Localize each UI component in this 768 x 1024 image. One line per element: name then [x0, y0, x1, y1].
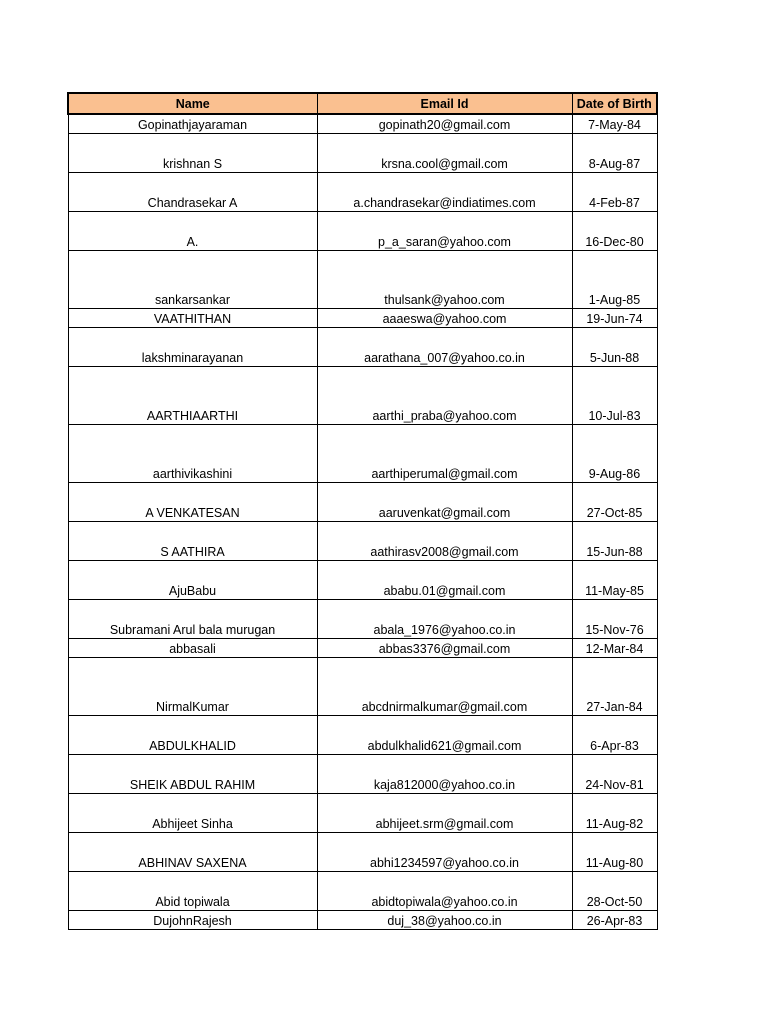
cell-name: Abhijeet Sinha — [68, 793, 317, 832]
cell-name: lakshminarayanan — [68, 327, 317, 366]
cell-name: VAATHITHAN — [68, 308, 317, 327]
cell-email: gopinath20@gmail.com — [317, 114, 572, 133]
contact-table — [67, 92, 658, 930]
cell-dob: 10-Jul-83 — [572, 366, 657, 424]
cell-email: abbas3376@gmail.com — [317, 638, 572, 657]
cell-dob: 26-Apr-83 — [572, 910, 657, 929]
cell-email: aarthiperumal@gmail.com — [317, 424, 572, 482]
cell-email: thulsank@yahoo.com — [317, 250, 572, 308]
cell-dob: 5-Jun-88 — [572, 327, 657, 366]
cell-email: abdulkhalid621@gmail.com — [317, 715, 572, 754]
table-row — [68, 715, 657, 754]
cell-dob: 6-Apr-83 — [572, 715, 657, 754]
cell-email: abcdnirmalkumar@gmail.com — [317, 657, 572, 715]
cell-name: DujohnRajesh — [68, 910, 317, 929]
table-row — [68, 482, 657, 521]
cell-email: duj_38@yahoo.co.in — [317, 910, 572, 929]
cell-name: NirmalKumar — [68, 657, 317, 715]
cell-dob: 15-Jun-88 — [572, 521, 657, 560]
cell-email: aathirasv2008@gmail.com — [317, 521, 572, 560]
cell-name: SHEIK ABDUL RAHIM — [68, 754, 317, 793]
header-row — [68, 93, 657, 114]
cell-name: ABDULKHALID — [68, 715, 317, 754]
cell-dob: 27-Oct-85 — [572, 482, 657, 521]
table-row — [68, 754, 657, 793]
table-row — [68, 211, 657, 250]
table-row — [68, 133, 657, 172]
cell-dob: 12-Mar-84 — [572, 638, 657, 657]
cell-name: S AATHIRA — [68, 521, 317, 560]
table-row — [68, 599, 657, 638]
cell-email: a.chandrasekar@indiatimes.com — [317, 172, 572, 211]
table-row — [68, 638, 657, 657]
cell-email: ababu.01@gmail.com — [317, 560, 572, 599]
cell-email: aarthi_praba@yahoo.com — [317, 366, 572, 424]
table-row — [68, 657, 657, 715]
cell-email: abhijeet.srm@gmail.com — [317, 793, 572, 832]
cell-dob: 19-Jun-74 — [572, 308, 657, 327]
cell-dob: 9-Aug-86 — [572, 424, 657, 482]
table-body — [68, 114, 657, 929]
cell-name: Chandrasekar A — [68, 172, 317, 211]
cell-dob: 11-Aug-80 — [572, 832, 657, 871]
cell-name: krishnan S — [68, 133, 317, 172]
cell-email: abidtopiwala@yahoo.co.in — [317, 871, 572, 910]
cell-name: Abid topiwala — [68, 871, 317, 910]
table-row — [68, 560, 657, 599]
header-name: Name — [68, 93, 317, 114]
cell-name: AARTHIAARTHI — [68, 366, 317, 424]
table-row — [68, 521, 657, 560]
table-row — [68, 871, 657, 910]
cell-dob: 28-Oct-50 — [572, 871, 657, 910]
header-email: Email Id — [317, 93, 572, 114]
table-row — [68, 308, 657, 327]
cell-email: aaruvenkat@gmail.com — [317, 482, 572, 521]
cell-email: kaja812000@yahoo.co.in — [317, 754, 572, 793]
cell-name: aarthivikashini — [68, 424, 317, 482]
cell-dob: 27-Jan-84 — [572, 657, 657, 715]
table-header — [68, 93, 657, 114]
cell-email: abhi1234597@yahoo.co.in — [317, 832, 572, 871]
cell-email: p_a_saran@yahoo.com — [317, 211, 572, 250]
cell-dob: 15-Nov-76 — [572, 599, 657, 638]
cell-name: AjuBabu — [68, 560, 317, 599]
cell-name: A. — [68, 211, 317, 250]
cell-name: ABHINAV SAXENA — [68, 832, 317, 871]
cell-dob: 11-Aug-82 — [572, 793, 657, 832]
cell-dob: 7-May-84 — [572, 114, 657, 133]
cell-email: aarathana_007@yahoo.co.in — [317, 327, 572, 366]
cell-name: Subramani Arul bala murugan — [68, 599, 317, 638]
table-row — [68, 793, 657, 832]
table-row — [68, 424, 657, 482]
cell-dob: 24-Nov-81 — [572, 754, 657, 793]
cell-email: krsna.cool@gmail.com — [317, 133, 572, 172]
cell-name: A VENKATESAN — [68, 482, 317, 521]
cell-name: Gopinathjayaraman — [68, 114, 317, 133]
cell-dob: 1-Aug-85 — [572, 250, 657, 308]
cell-dob: 8-Aug-87 — [572, 133, 657, 172]
table-row — [68, 250, 657, 308]
table-row — [68, 366, 657, 424]
cell-name: abbasali — [68, 638, 317, 657]
cell-dob: 16-Dec-80 — [572, 211, 657, 250]
cell-name: sankarsankar — [68, 250, 317, 308]
table-row — [68, 172, 657, 211]
table-row — [68, 910, 657, 929]
cell-email: abala_1976@yahoo.co.in — [317, 599, 572, 638]
header-dob: Date of Birth — [572, 93, 657, 114]
table-row — [68, 114, 657, 133]
table-row — [68, 327, 657, 366]
table-row — [68, 832, 657, 871]
cell-email: aaaeswa@yahoo.com — [317, 308, 572, 327]
cell-dob: 4-Feb-87 — [572, 172, 657, 211]
cell-dob: 11-May-85 — [572, 560, 657, 599]
